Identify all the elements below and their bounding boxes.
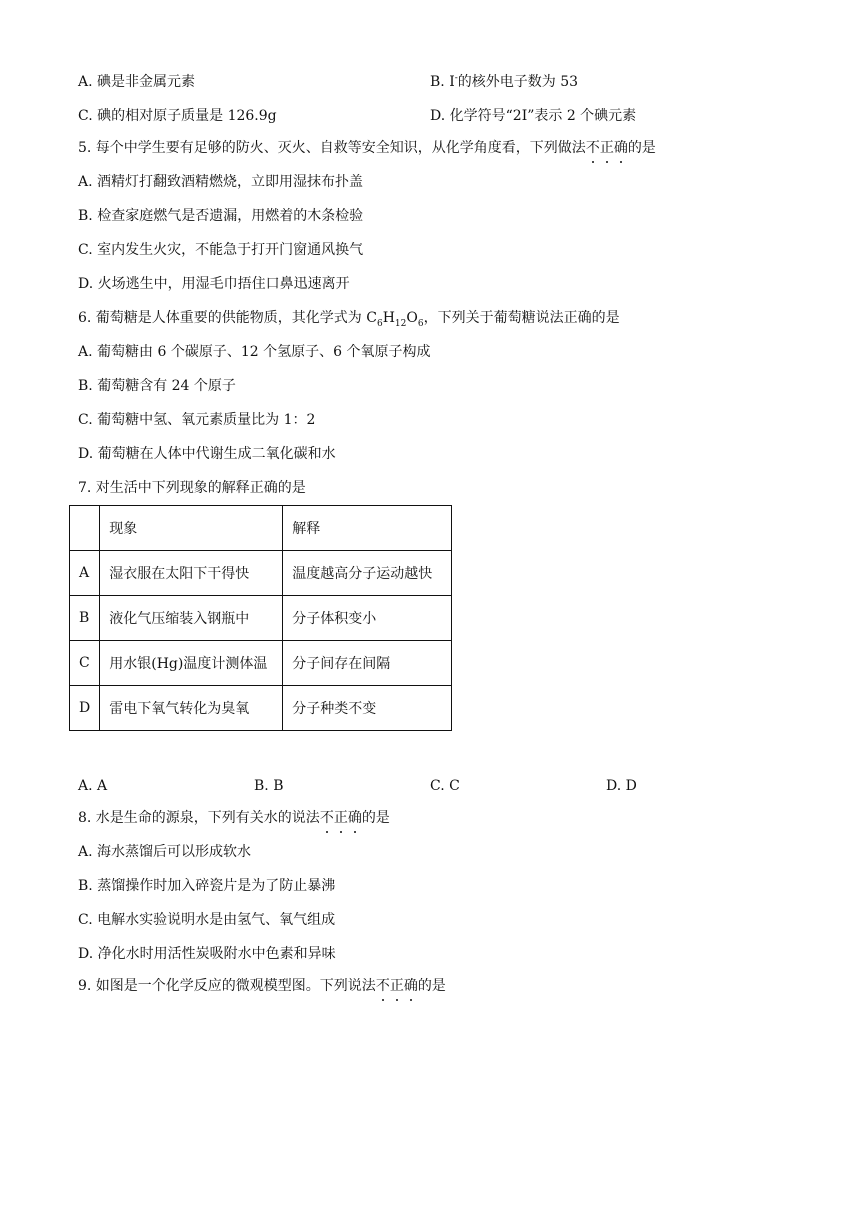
table-header-row xyxy=(70,506,452,551)
table-cell xyxy=(70,506,100,551)
q8-stem: 8. 水是生命的源泉，下列有关水的说法不正确的是 xyxy=(78,810,390,826)
table-cell: 分子间存在间隔 xyxy=(283,641,452,686)
q7-answer-b: B. B xyxy=(254,778,284,794)
q4-option-c: C. 碘的相对原子质量是 126.9g xyxy=(78,108,277,124)
table-cell: 湿衣服在太阳下干得快 xyxy=(100,551,283,596)
q7-answer-c: C. C xyxy=(430,778,460,794)
q9-stem: 9. 如图是一个化学反应的微观模型图。下列说法不正确的是 xyxy=(78,978,446,994)
q4-option-d: D. 化学符号“2I”表示 2 个碘元素 xyxy=(430,108,637,124)
q6-option-b: B. 葡萄糖含有 24 个原子 xyxy=(78,378,236,394)
q7-answer-d: D. D xyxy=(606,778,637,794)
table-cell: 用水银(Hg)温度计测体温 xyxy=(100,641,283,686)
table-row xyxy=(70,551,452,596)
q4-option-a: A. 碘是非金属元素 xyxy=(78,74,196,90)
q8-option-a: A. 海水蒸馏后可以形成软水 xyxy=(78,844,252,860)
table-header-explanation: 解释 xyxy=(283,506,452,551)
q5-option-b: B. 检查家庭燃气是否遗漏，用燃着的木条检验 xyxy=(78,208,364,224)
table-cell: B xyxy=(70,596,100,641)
q7-table xyxy=(69,505,452,731)
q5-stem: 5. 每个中学生要有足够的防火、灭火、自救等安全知识，从化学角度看，下列做法不正确的是 xyxy=(78,140,656,156)
table-cell: A xyxy=(70,551,100,596)
table-cell: 雷电下氧气转化为臭氧 xyxy=(100,686,283,731)
q7-stem: 7. 对生活中下列现象的解释正确的是 xyxy=(78,480,306,496)
q5-option-a: A. 酒精灯打翻致酒精燃烧，立即用湿抹布扑盖 xyxy=(78,174,364,190)
table-cell: 液化气压缩装入钢瓶中 xyxy=(100,596,283,641)
q7-answer-a: A. A xyxy=(78,778,108,794)
q8-option-c: C. 电解水实验说明水是由氢气、氧气组成 xyxy=(78,912,336,928)
q6-stem: 6. 葡萄糖是人体重要的供能物质，其化学式为 $C_6H_{12}O_6$，下列关于葡萄糖说法正确的是 xyxy=(78,310,620,329)
q6-option-c: C. 葡萄糖中氢、氧元素质量比为 1：2 xyxy=(78,412,316,428)
table-cell: 分子种类不变 xyxy=(283,686,452,731)
q6-option-a: A. 葡萄糖由 6 个碳原子、12 个氢原子、6 个氧原子构成 xyxy=(78,344,431,360)
q8-option-b: B. 蒸馏操作时加入碎瓷片是为了防止暴沸 xyxy=(78,878,336,894)
table-cell: D xyxy=(70,686,100,731)
q8-option-d: D. 净化水时用活性炭吸附水中色素和异味 xyxy=(78,946,336,962)
table-cell: 分子体积变小 xyxy=(283,596,452,641)
q6-option-d: D. 葡萄糖在人体中代谢生成二氧化碳和水 xyxy=(78,446,336,462)
table-cell: C xyxy=(70,641,100,686)
q5-option-d: D. 火场逃生中，用湿毛巾捂住口鼻迅速离开 xyxy=(78,276,350,292)
table-row xyxy=(70,596,452,641)
table-header-phenomenon: 现象 xyxy=(100,506,283,551)
table-cell: 温度越高分子运动越快 xyxy=(283,551,452,596)
q4-option-b: B. I-的核外电子数为 53 xyxy=(430,73,579,90)
table-row xyxy=(70,686,452,731)
q5-option-c: C. 室内发生火灾，不能急于打开门窗通风换气 xyxy=(78,242,364,258)
table-row xyxy=(70,641,452,686)
